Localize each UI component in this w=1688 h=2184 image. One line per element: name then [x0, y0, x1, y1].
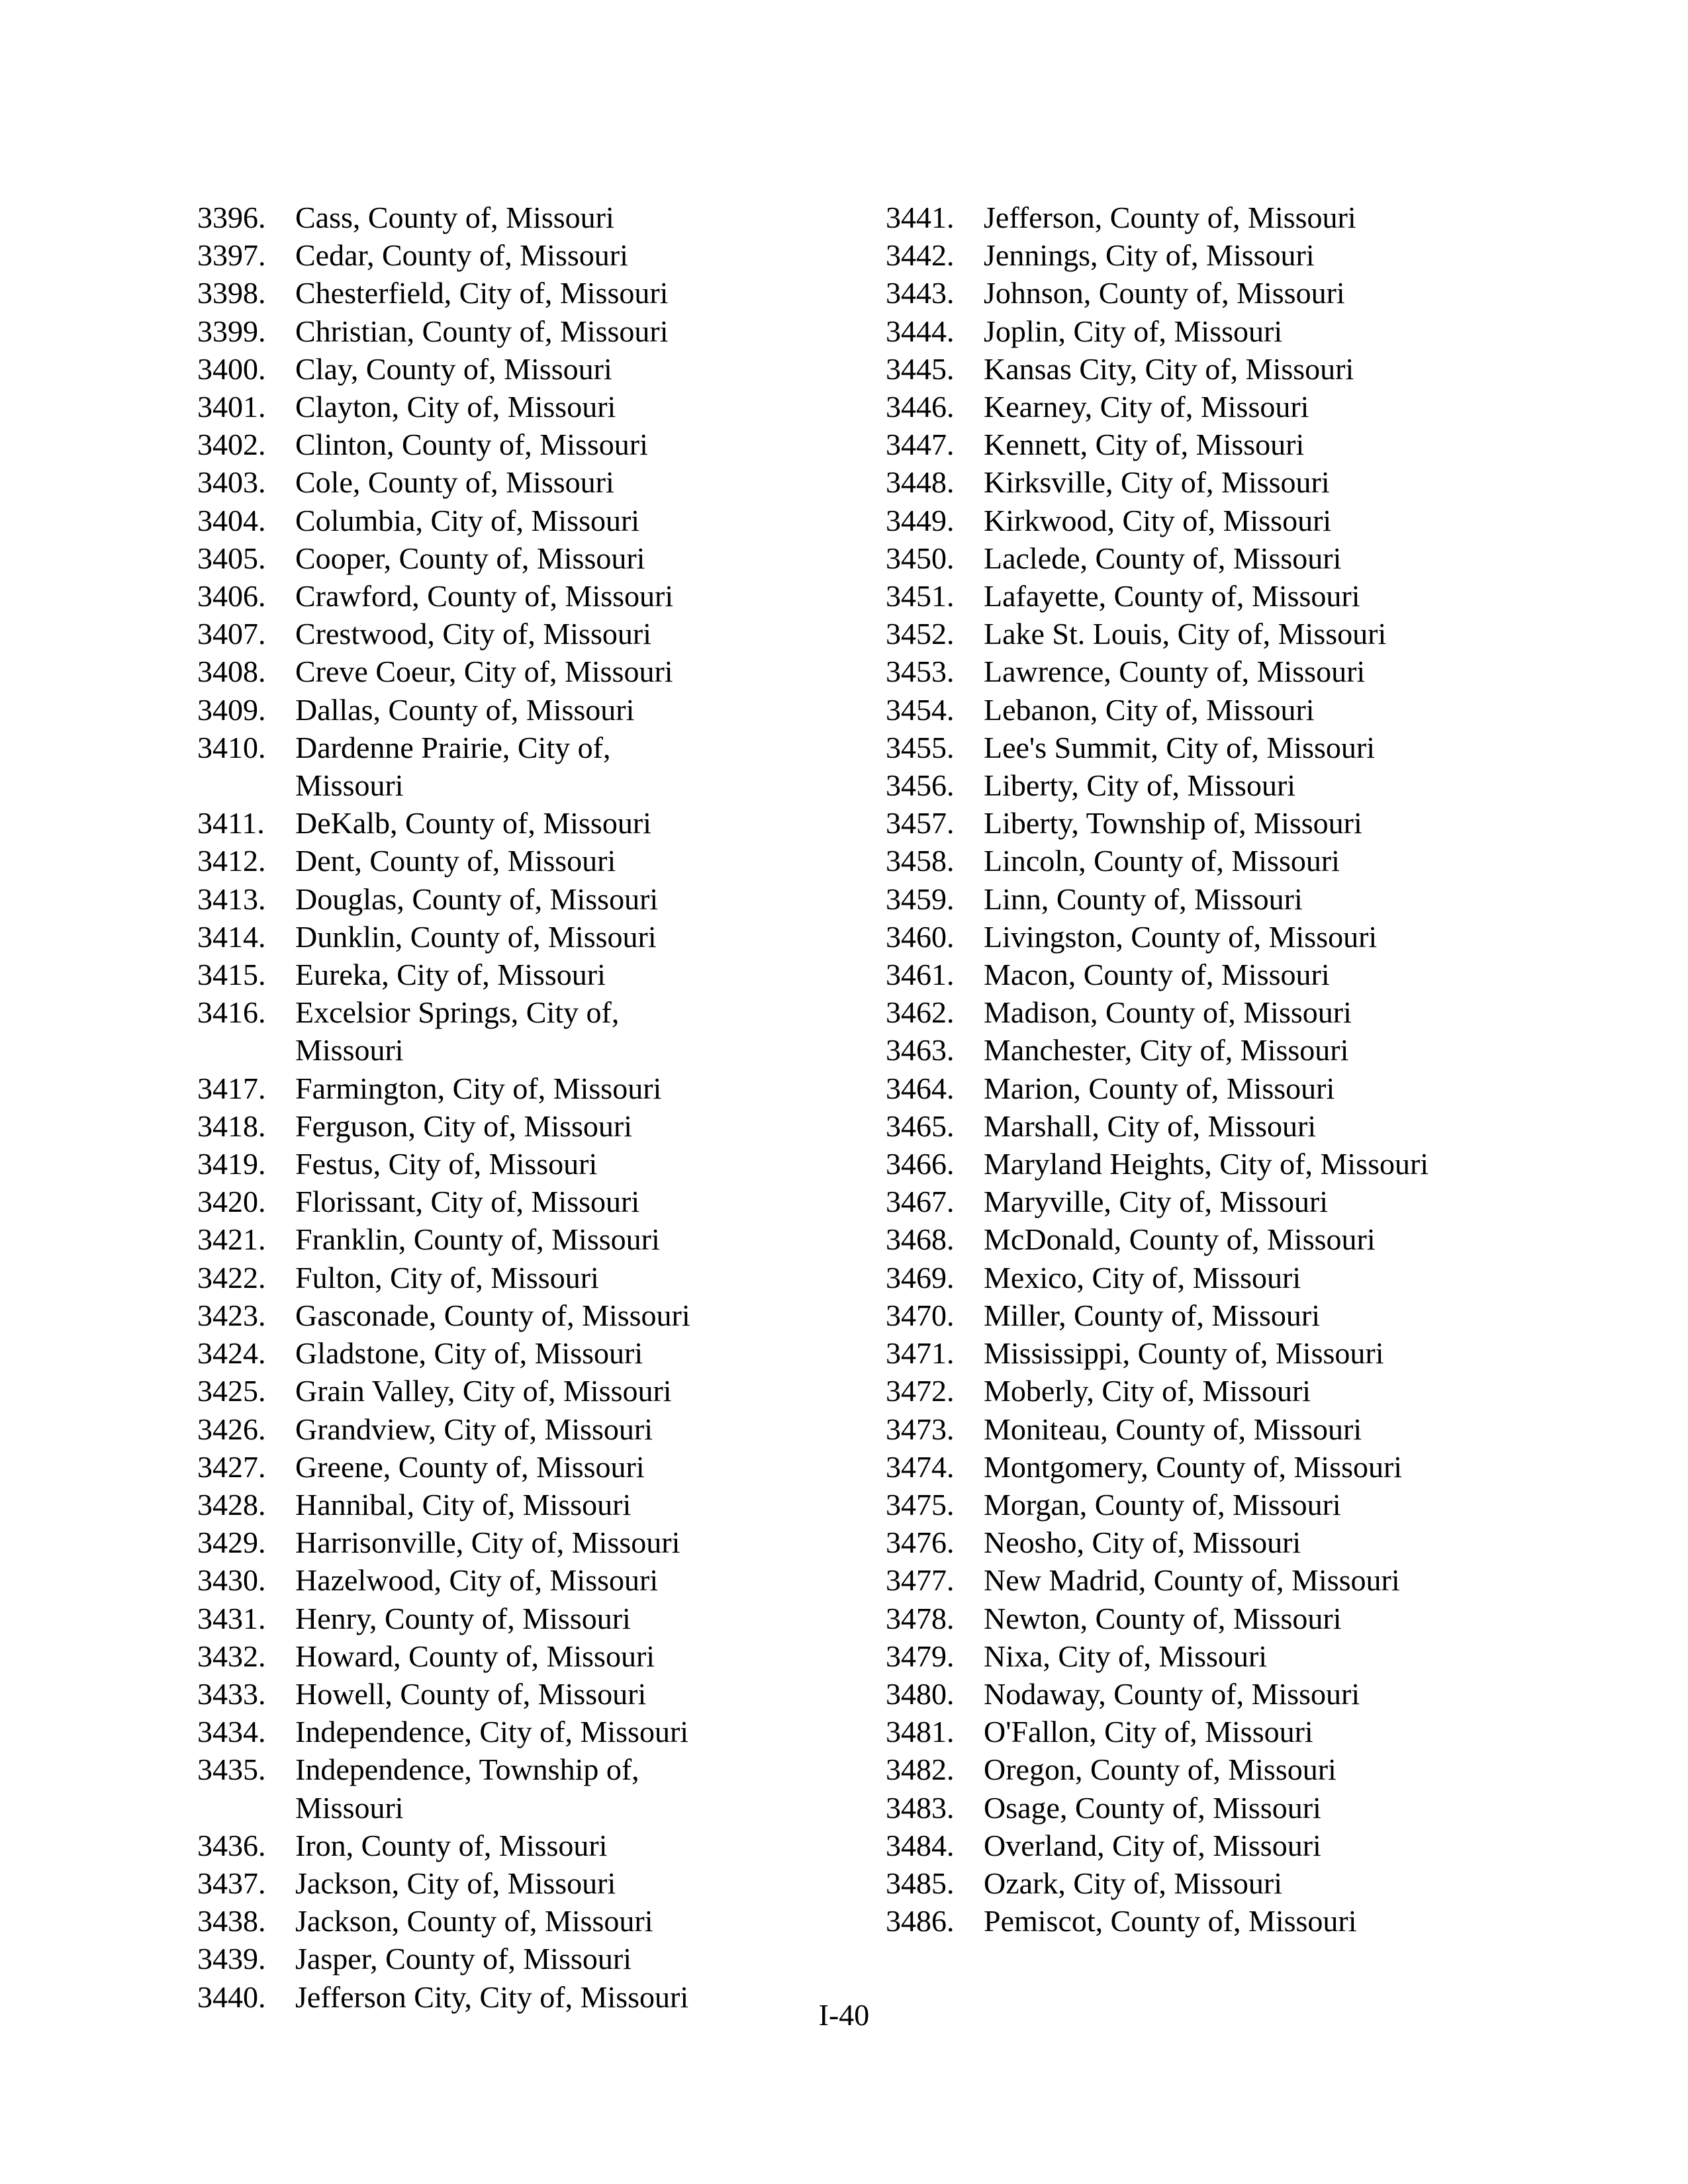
entry-name: Howard, County of, Missouri — [295, 1639, 655, 1673]
list-item — [197, 804, 719, 842]
entry-number: 3410. — [197, 730, 266, 764]
list-item — [197, 1827, 719, 1864]
entry-name: New Madrid, County of, Missouri — [984, 1563, 1400, 1598]
entry-number: 3471. — [886, 1336, 955, 1371]
entry-name: Cedar, County of, Missouri — [295, 238, 628, 273]
entry-name: Maryville, City of, Missouri — [984, 1185, 1329, 1219]
entry-name: Nodaway, County of, Missouri — [984, 1676, 1360, 1711]
entry-name: Kearney, City of, Missouri — [984, 390, 1309, 424]
list-item — [886, 1561, 1513, 1599]
entry-name: DeKalb, County of, Missouri — [295, 806, 651, 841]
entry-number: 3415. — [197, 958, 266, 992]
entry-name: Dent, County of, Missouri — [295, 844, 616, 878]
list-item — [886, 842, 1513, 880]
list-item — [197, 1864, 719, 1902]
entry-number: 3413. — [197, 882, 266, 916]
entry-number: 3444. — [886, 314, 955, 348]
entry-number: 3463. — [886, 1033, 955, 1068]
list-item — [197, 577, 719, 615]
list-item — [197, 691, 719, 729]
list-item — [197, 918, 719, 956]
entry-number: 3400. — [197, 351, 266, 386]
entry-name: Marshall, City of, Missouri — [984, 1109, 1317, 1143]
entry-number: 3458. — [886, 844, 955, 878]
entry-name: Jackson, City of, Missouri — [295, 1866, 616, 1900]
entry-number: 3459. — [886, 882, 955, 916]
entry-number: 3426. — [197, 1412, 266, 1446]
list-item — [886, 766, 1513, 804]
entry-name: Manchester, City of, Missouri — [984, 1033, 1349, 1068]
entry-name: Eureka, City of, Missouri — [295, 958, 606, 992]
list-item — [886, 653, 1513, 690]
entry-number: 3399. — [197, 314, 266, 348]
entry-number: 3404. — [197, 503, 266, 537]
list-item — [197, 1334, 719, 1372]
entry-number: 3447. — [886, 428, 955, 462]
list-item — [886, 1410, 1513, 1448]
list-item — [886, 1637, 1513, 1675]
entry-name: Lake St. Louis, City of, Missouri — [984, 617, 1387, 651]
list-item — [197, 1561, 719, 1599]
entry-name: Marion, County of, Missouri — [984, 1071, 1335, 1105]
list-item — [197, 956, 719, 993]
entry-number: 3411. — [197, 806, 265, 841]
list-item — [886, 312, 1513, 350]
entry-number: 3445. — [886, 351, 955, 386]
list-item — [886, 1334, 1513, 1372]
entry-name: Morgan, County of, Missouri — [984, 1487, 1341, 1522]
entry-number: 3466. — [886, 1147, 955, 1181]
list-item — [886, 1827, 1513, 1864]
entry-number: 3480. — [886, 1676, 955, 1711]
list-item — [886, 577, 1513, 615]
entry-number: 3434. — [197, 1715, 266, 1749]
entry-name: Cole, County of, Missouri — [295, 465, 614, 500]
entry-name: Clay, County of, Missouri — [295, 351, 612, 386]
entry-name: Clinton, County of, Missouri — [295, 428, 648, 462]
list-item — [886, 1145, 1513, 1183]
entry-number: 3433. — [197, 1676, 266, 1711]
entry-number: 3424. — [197, 1336, 266, 1371]
list-item — [886, 539, 1513, 577]
entry-name: O'Fallon, City of, Missouri — [984, 1715, 1313, 1749]
list-item — [197, 1637, 719, 1675]
entry-number: 3427. — [197, 1449, 266, 1484]
entry-number: 3467. — [886, 1185, 955, 1219]
entry-number: 3422. — [197, 1260, 266, 1295]
list-item — [197, 653, 719, 690]
list-item — [197, 1751, 719, 1826]
entry-name: Creve Coeur, City of, Missouri — [295, 655, 673, 689]
entry-number: 3403. — [197, 465, 266, 500]
list-item — [886, 1751, 1513, 1788]
entry-name: Joplin, City of, Missouri — [984, 314, 1283, 348]
entry-name: Lafayette, County of, Missouri — [984, 579, 1360, 614]
list-item — [197, 1297, 719, 1334]
entry-name: Madison, County of, Missouri — [984, 995, 1352, 1030]
entry-name: Lee's Summit, City of, Missouri — [984, 730, 1375, 764]
list-item — [886, 1220, 1513, 1258]
entry-name: Henry, County of, Missouri — [295, 1601, 631, 1635]
list-item — [886, 1297, 1513, 1334]
entry-number: 3470. — [886, 1298, 955, 1332]
list-item — [197, 1183, 719, 1220]
list-item — [197, 1372, 719, 1410]
list-item — [197, 388, 719, 426]
list-item — [197, 463, 719, 501]
page-number: I-40 — [818, 1998, 870, 2032]
entry-name: Liberty, City of, Missouri — [984, 768, 1296, 803]
entry-name: Fulton, City of, Missouri — [295, 1260, 599, 1295]
entry-number: 3416. — [197, 995, 266, 1030]
list-item — [197, 1069, 719, 1107]
entry-number: 3402. — [197, 428, 266, 462]
entry-number: 3454. — [886, 692, 955, 727]
list-item — [886, 804, 1513, 842]
entry-number: 3456. — [886, 768, 955, 803]
list-item — [197, 1259, 719, 1297]
entry-number: 3473. — [886, 1412, 955, 1446]
entry-number: 3414. — [197, 919, 266, 954]
entry-name: Independence, City of, Missouri — [295, 1715, 689, 1749]
entry-number: 3417. — [197, 1071, 266, 1105]
entry-name: Maryland Heights, City of, Missouri — [984, 1147, 1429, 1181]
entry-name: Moberly, City of, Missouri — [984, 1374, 1311, 1408]
list-item — [197, 312, 719, 350]
entry-name: Nixa, City of, Missouri — [984, 1639, 1268, 1673]
entry-name: Jennings, City of, Missouri — [984, 238, 1315, 273]
entry-name: Excelsior Springs, City of, Missouri — [295, 995, 620, 1068]
entry-name: Kansas City, City of, Missouri — [984, 351, 1354, 386]
entry-name: Moniteau, County of, Missouri — [984, 1412, 1362, 1446]
list-item — [886, 274, 1513, 312]
entry-number: 3461. — [886, 958, 955, 992]
entry-name: McDonald, County of, Missouri — [984, 1222, 1376, 1257]
entry-name: Ozark, City of, Missouri — [984, 1866, 1283, 1900]
entry-name: Lebanon, City of, Missouri — [984, 692, 1315, 727]
list-item — [886, 502, 1513, 539]
entry-number: 3438. — [197, 1904, 266, 1938]
list-item — [197, 1600, 719, 1637]
list-item — [197, 1145, 719, 1183]
entry-name: Dunklin, County of, Missouri — [295, 919, 657, 954]
list-item — [197, 350, 719, 388]
entry-name: Jasper, County of, Missouri — [295, 1942, 632, 1976]
entry-name: Mexico, City of, Missouri — [984, 1260, 1301, 1295]
list-item — [197, 539, 719, 577]
list-item — [197, 199, 719, 236]
entry-number: 3442. — [886, 238, 955, 273]
list-item — [886, 199, 1513, 236]
entry-name: Macon, County of, Missouri — [984, 958, 1330, 992]
entry-name: Chesterfield, City of, Missouri — [295, 276, 669, 310]
entry-number: 3481. — [886, 1715, 955, 1749]
entry-name: Laclede, County of, Missouri — [984, 541, 1342, 575]
list-item — [197, 880, 719, 918]
entry-number: 3432. — [197, 1639, 266, 1673]
entry-number: 3440. — [197, 1979, 266, 2014]
list-item — [886, 1600, 1513, 1637]
list-item — [886, 426, 1513, 463]
list-item — [197, 1675, 719, 1713]
entry-number: 3406. — [197, 579, 266, 614]
entry-number: 3428. — [197, 1487, 266, 1522]
entry-name: Iron, County of, Missouri — [295, 1828, 608, 1862]
entry-number: 3423. — [197, 1298, 266, 1332]
entry-number: 3396. — [197, 201, 266, 234]
entry-number: 3457. — [886, 806, 955, 841]
entry-name: Harrisonville, City of, Missouri — [295, 1525, 680, 1560]
list-item — [197, 1524, 719, 1561]
list-item — [886, 1069, 1513, 1107]
entry-number: 3436. — [197, 1828, 266, 1862]
entry-number: 3435. — [197, 1752, 266, 1787]
entry-number: 3475. — [886, 1487, 955, 1522]
list-item — [886, 463, 1513, 501]
entry-name: Crestwood, City of, Missouri — [295, 617, 651, 651]
entry-number: 3409. — [197, 692, 266, 727]
entry-name: Kennett, City of, Missouri — [984, 428, 1305, 462]
entry-number: 3443. — [886, 276, 955, 310]
entry-name: Crawford, County of, Missouri — [295, 579, 674, 614]
list-item — [886, 1675, 1513, 1713]
entry-number: 3455. — [886, 730, 955, 764]
entry-name: Kirkwood, City of, Missouri — [984, 503, 1332, 537]
list-item — [886, 1183, 1513, 1220]
list-item — [886, 615, 1513, 653]
list-item — [886, 1448, 1513, 1486]
entry-name: Lincoln, County of, Missouri — [984, 844, 1340, 878]
entry-name: Douglas, County of, Missouri — [295, 882, 659, 916]
entry-name: Jackson, County of, Missouri — [295, 1904, 653, 1938]
list-item — [886, 350, 1513, 388]
entry-name: Gladstone, City of, Missouri — [295, 1336, 643, 1371]
entry-name: Linn, County of, Missouri — [984, 882, 1303, 916]
entry-number: 3472. — [886, 1374, 955, 1408]
entry-number: 3419. — [197, 1147, 266, 1181]
entry-number: 3446. — [886, 390, 955, 424]
entry-name: Farmington, City of, Missouri — [295, 1071, 662, 1105]
entry-number: 3405. — [197, 541, 266, 575]
right-column — [886, 199, 1513, 1940]
entry-name: Johnson, County of, Missouri — [984, 276, 1345, 310]
entry-name: Overland, City of, Missouri — [984, 1828, 1321, 1862]
entry-name: Grain Valley, City of, Missouri — [295, 1374, 672, 1408]
list-item — [197, 1448, 719, 1486]
entry-name: Dardenne Prairie, City of, Missouri — [295, 730, 611, 803]
entry-number: 3474. — [886, 1449, 955, 1484]
list-item — [197, 1713, 719, 1751]
list-item — [197, 1486, 719, 1524]
entry-name: Clayton, City of, Missouri — [295, 390, 616, 424]
entry-name: Christian, County of, Missouri — [295, 314, 669, 348]
entry-number: 3476. — [886, 1525, 955, 1560]
entry-name: Newton, County of, Missouri — [984, 1601, 1342, 1635]
entry-number: 3452. — [886, 617, 955, 651]
entry-name: Lawrence, County of, Missouri — [984, 655, 1366, 689]
entry-name: Kirksville, City of, Missouri — [984, 465, 1330, 500]
entry-name: Independence, Township of, Missouri — [295, 1752, 639, 1825]
list-item — [197, 1220, 719, 1258]
entry-name: Dallas, County of, Missouri — [295, 692, 635, 727]
entry-number: 3450. — [886, 541, 955, 575]
list-item — [886, 956, 1513, 993]
list-item — [886, 691, 1513, 729]
entry-number: 3485. — [886, 1866, 955, 1900]
list-item — [197, 729, 719, 804]
entry-number: 3448. — [886, 465, 955, 500]
entry-name: Cooper, County of, Missouri — [295, 541, 645, 575]
list-item — [886, 1107, 1513, 1145]
entry-name: Hazelwood, City of, Missouri — [295, 1563, 659, 1598]
list-item — [886, 236, 1513, 274]
entry-name: Osage, County of, Missouri — [984, 1790, 1321, 1825]
entry-number: 3420. — [197, 1185, 266, 1219]
list-item — [886, 1524, 1513, 1561]
entry-number: 3429. — [197, 1525, 266, 1560]
list-item — [197, 615, 719, 653]
list-item — [886, 993, 1513, 1031]
entry-name: Neosho, City of, Missouri — [984, 1525, 1301, 1560]
list-item — [197, 502, 719, 539]
entry-number: 3484. — [886, 1828, 955, 1862]
list-item — [197, 1107, 719, 1145]
entry-name: Festus, City of, Missouri — [295, 1147, 598, 1181]
entry-number: 3482. — [886, 1752, 955, 1787]
entry-number: 3451. — [886, 579, 955, 614]
list-item — [197, 1940, 719, 1978]
entry-name: Franklin, County of, Missouri — [295, 1222, 660, 1257]
entry-number: 3407. — [197, 617, 266, 651]
entry-name: Liberty, Township of, Missouri — [984, 806, 1362, 841]
entry-name: Gasconade, County of, Missouri — [295, 1298, 690, 1332]
entry-name: Howell, County of, Missouri — [295, 1676, 647, 1711]
entry-number: 3479. — [886, 1639, 955, 1673]
entry-number: 3430. — [197, 1563, 266, 1598]
entry-number: 3431. — [197, 1601, 266, 1635]
entry-name: Florissant, City of, Missouri — [295, 1185, 640, 1219]
list-item — [197, 274, 719, 312]
list-item — [197, 993, 719, 1069]
entry-name: Jefferson City, City of, Missouri — [295, 1979, 689, 2014]
entry-name: Ferguson, City of, Missouri — [295, 1109, 633, 1143]
list-item — [886, 1259, 1513, 1297]
entry-number: 3437. — [197, 1866, 266, 1900]
entry-number: 3398. — [197, 276, 266, 310]
entry-number: 3449. — [886, 503, 955, 537]
list-item — [886, 1864, 1513, 1902]
entry-number: 3418. — [197, 1109, 266, 1143]
list-item — [886, 388, 1513, 426]
entry-number: 3408. — [197, 655, 266, 689]
list-item — [197, 236, 719, 274]
entry-name: Montgomery, County of, Missouri — [984, 1449, 1403, 1484]
list-item — [197, 1902, 719, 1940]
list-item — [886, 729, 1513, 766]
list-item — [197, 842, 719, 880]
entry-number: 3478. — [886, 1601, 955, 1635]
left-column — [197, 199, 719, 2016]
entry-number: 3441. — [886, 201, 955, 234]
entry-name: Cass, County of, Missouri — [295, 201, 614, 234]
entry-number: 3462. — [886, 995, 955, 1030]
list-item — [886, 1902, 1513, 1940]
entry-number: 3412. — [197, 844, 266, 878]
entry-number: 3439. — [197, 1942, 266, 1976]
entry-number: 3469. — [886, 1260, 955, 1295]
list-item — [886, 1789, 1513, 1827]
entry-name: Miller, County of, Missouri — [984, 1298, 1320, 1332]
list-item — [886, 918, 1513, 956]
entry-number: 3464. — [886, 1071, 955, 1105]
list-item — [886, 1031, 1513, 1069]
entry-number: 3460. — [886, 919, 955, 954]
list-item — [886, 880, 1513, 918]
entry-number: 3453. — [886, 655, 955, 689]
entry-name: Jefferson, County of, Missouri — [984, 201, 1356, 234]
entry-name: Oregon, County of, Missouri — [984, 1752, 1336, 1787]
entry-number: 3486. — [886, 1904, 955, 1938]
entry-number: 3477. — [886, 1563, 955, 1598]
entry-name: Livingston, County of, Missouri — [984, 919, 1378, 954]
entry-number: 3421. — [197, 1222, 266, 1257]
list-item — [886, 1486, 1513, 1524]
entry-number: 3483. — [886, 1790, 955, 1825]
entry-number: 3397. — [197, 238, 266, 273]
entry-name: Hannibal, City of, Missouri — [295, 1487, 632, 1522]
list-item — [197, 426, 719, 463]
entry-number: 3401. — [197, 390, 266, 424]
entry-name: Mississippi, County of, Missouri — [984, 1336, 1384, 1371]
list-item — [886, 1713, 1513, 1751]
entry-name: Greene, County of, Missouri — [295, 1449, 645, 1484]
entry-name: Grandview, City of, Missouri — [295, 1412, 653, 1446]
entry-number: 3465. — [886, 1109, 955, 1143]
entry-number: 3425. — [197, 1374, 266, 1408]
entry-name: Columbia, City of, Missouri — [295, 503, 640, 537]
list-item — [886, 1372, 1513, 1410]
entry-name: Pemiscot, County of, Missouri — [984, 1904, 1357, 1938]
list-item — [197, 1410, 719, 1448]
entry-number: 3468. — [886, 1222, 955, 1257]
